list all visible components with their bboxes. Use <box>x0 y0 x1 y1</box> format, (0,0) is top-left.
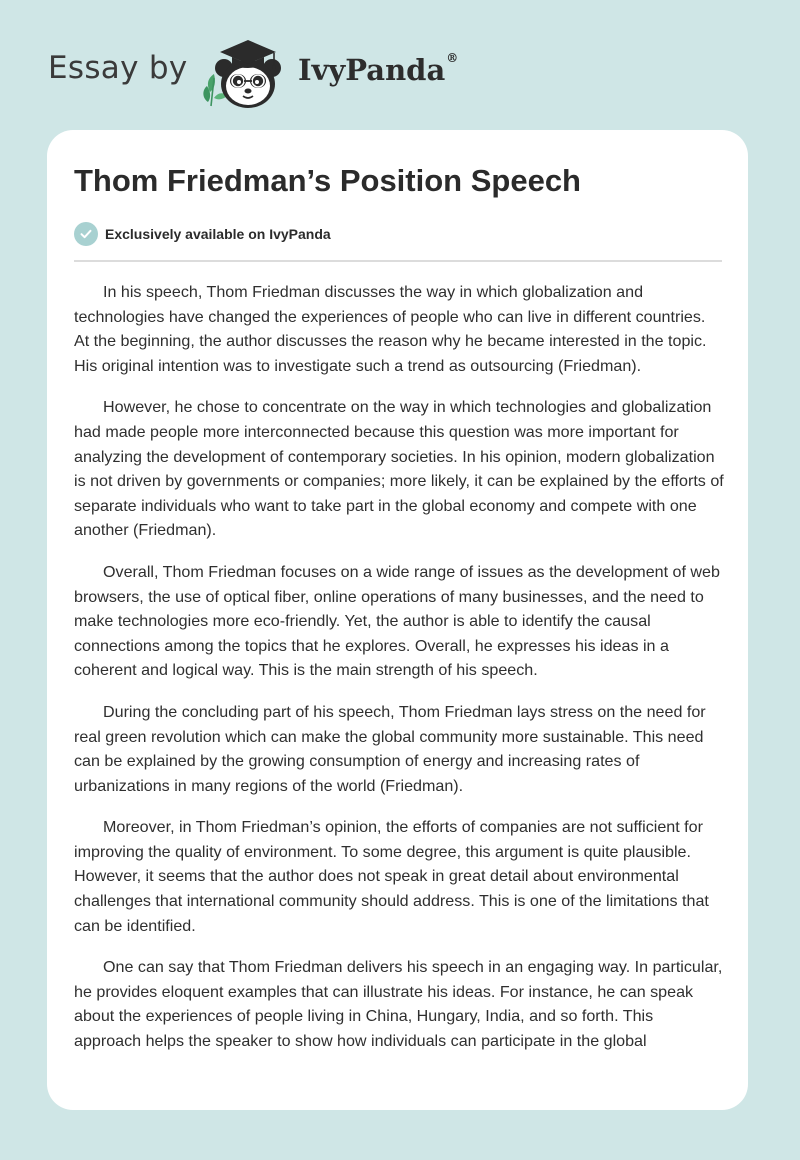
essay-title: Thom Friedman’s Position Speech <box>74 163 581 198</box>
essay-paragraph: Overall, Thom Friedman focuses on a wide range of issues as the development of web browsers, the use of optical fiber, online operations of many businesses, and the need to make technologies more eco-friendly. Yet, the author is able to identify the causal connections among the topics that he explores. Overall, he expresses his ideas in a coherent and logical way. This is the main strength of his speech. <box>74 562 720 680</box>
panda-graduate-icon[interactable] <box>200 34 296 110</box>
essay-paragraph: One can say that Thom Friedman delivers his speech in an engaging way. In particular, he provides eloquent examples that can illustrate his ideas. For instance, he can speak about the experiences of people living in China, Hungary, India, and so forth. This approach helps the speaker to show how individuals can participate in the global <box>74 958 723 1051</box>
essay-body <box>74 280 724 1071</box>
brand-name-text: IvyPanda <box>298 53 446 87</box>
registered-mark: ® <box>446 51 459 65</box>
brand-name[interactable] <box>298 53 458 87</box>
title-divider <box>74 260 722 262</box>
check-icon <box>74 222 98 246</box>
essay-card <box>47 130 748 1110</box>
essay-paragraph: In his speech, Thom Friedman discusses the way in which globalization and technologies have changed the experiences of people who can live in different countries. At the beginning, the author discusses the reason why he became interested in the topic. His original intention was to investigate such a trend as outsourcing (Friedman). <box>74 283 707 375</box>
essay-paragraph: Moreover, in Thom Friedman’s opinion, the efforts of companies are not sufficient for improving the quality of environment. To some degree, this argument is quite plausible. However, it seems that the author does not speak in great detail about environmental challenges that international community should address. This is one of the limitations that can be identified. <box>74 818 709 935</box>
essay-paragraph: During the concluding part of his speech, Thom Friedman lays stress on the need for real green revolution which can make the global community more sustainable. This need can be explained by the growing consumption of energy and increasing rates of urbanizations in many regions of the world (Friedman). <box>74 702 706 795</box>
site-header <box>0 0 800 130</box>
exclusive-label: Exclusively available on IvyPanda <box>105 226 331 242</box>
brand-prefix: Essay by <box>48 50 188 86</box>
exclusive-badge <box>74 222 331 246</box>
essay-paragraph: However, he chose to concentrate on the way in which technologies and globalization had made people more interconnected because this question was more important for analyzing the development of contemporary societies. In his opinion, modern globalization is not driven by governments or companies; more likely, it can be explained by the efforts of separate individuals who want to take part in the global economy and compete with one another (Friedman). <box>74 398 724 540</box>
